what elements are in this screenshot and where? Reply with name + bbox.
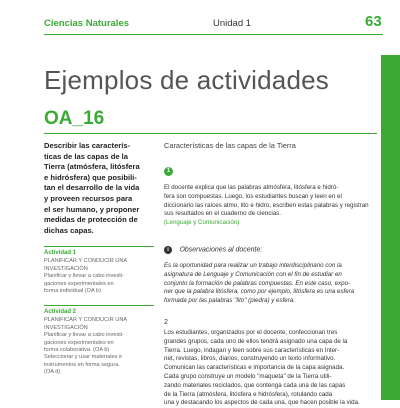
objective-line: Tierra (atmósfera, litósfera — [44, 162, 140, 172]
text-line: Tierra. Luego, indagan y leen sobre sus características en Inter- — [164, 346, 340, 354]
step-1 — [164, 163, 378, 228]
header-divider — [44, 34, 383, 35]
step-1-text — [164, 184, 378, 228]
activity-line: (OA d) — [44, 369, 61, 376]
text-line: una y destacando los aspectos de cada una, que hacen posible la vida. — [164, 399, 360, 407]
subject-label: Ciencias Naturales — [44, 18, 130, 29]
oa-code: OA_16 — [44, 108, 105, 129]
subject-reference: (Lenguaje y Comunicación) — [164, 219, 240, 227]
side-tab-bar — [381, 55, 400, 400]
left-column — [44, 141, 154, 377]
text-line: diccionario las raíces atmo, lito e hidro, escriben estas palabras y registran — [164, 201, 369, 209]
text-line: El docente explica que las palabras atmósfera, litósfera e hidró- — [164, 184, 339, 191]
text-line: net, revistas, libros, diarios, construyendo un texto informativo. — [164, 355, 336, 363]
activity-2 — [44, 305, 154, 376]
activity-title: Actividad 2 — [44, 309, 77, 316]
info-icon: i — [164, 246, 172, 254]
activity-1 — [44, 246, 154, 295]
objective-line: dichas capas. — [44, 225, 94, 235]
right-column — [164, 141, 378, 408]
observation-title: Observaciones al docente: — [179, 246, 263, 254]
text-line: formada por las palabras "lito" (piedra) y esfera. — [164, 297, 295, 305]
page-header — [0, 0, 400, 40]
step-2-text — [164, 329, 378, 408]
activity-line: INVESTIGACIÓN — [44, 324, 88, 331]
page-number: 63 — [365, 13, 382, 30]
objective-line: e hidrósfera) que posibili- — [44, 172, 137, 182]
activity-line: Planificar y llevar a cabo investi- — [44, 273, 124, 280]
activity-line: instrumentos en forma segura. — [44, 361, 120, 368]
text-line: ner que la palabra litósfera, como por ejemplo, litósfera es una esfera — [164, 288, 355, 296]
text-line: conjunto la formación de palabras compuestas. En este caso, expo- — [164, 279, 351, 287]
activity-line: Planificar y llevar a cabo investi- — [44, 332, 124, 339]
oa-divider — [44, 133, 377, 134]
unit-label: Unidad 1 — [213, 18, 252, 29]
text-line: Cada grupo construye un modelo "maqueta" de la Tierra utili- — [164, 372, 332, 380]
objective-line: ticas de las capas de la — [44, 151, 129, 161]
step-number-badge: 1 — [164, 167, 173, 176]
text-line: fera son compuestas. Luego, los estudiantes buscan y leen en el — [164, 192, 342, 200]
objective-line: Describir las caracterís- — [44, 141, 131, 150]
activity-line: INVESTIGACIÓN — [44, 265, 88, 272]
text-line: sus resultados en el cuaderno de ciencias. — [164, 210, 281, 218]
activity-line: Seleccionar y usar materiales e — [44, 354, 123, 361]
text-line: Es la oportunidad para realizar un trabajo interdisciplinario con la — [164, 261, 342, 269]
step-number: 2 — [164, 318, 168, 326]
objective-text — [44, 141, 154, 236]
objective-line: y proveen recursos para — [44, 193, 133, 203]
observation-block — [164, 241, 378, 306]
activity-line: PLANIFICAR Y CONDUCIR UNA — [44, 258, 128, 265]
activity-line: forma colaborativa. (OA b) — [44, 347, 110, 353]
section-title: Características de las capas de la Tierra — [164, 141, 296, 150]
text-line: grandes grupos, cada uno de ellos tendrá asignado una capa de la — [164, 337, 348, 345]
activity-title: Actividad 1 — [44, 250, 77, 257]
activity-line: PLANIFICAR Y CONDUCIR UNA — [44, 317, 128, 324]
activity-line: forma individual (OA b) — [44, 287, 101, 294]
text-line: Los estudiantes, organizados por el docente, confeccionan tres — [164, 328, 338, 336]
text-line: zando materiales reciclados, que contenga cada una de las capas — [164, 381, 346, 389]
page-title: Ejemplos de actividades — [44, 65, 329, 95]
activity-line: gaciones experimentales en — [44, 339, 114, 346]
text-line: Comunican las características e importancia de la capa asignada. — [164, 364, 345, 372]
text-line: de la Tierra (atmósfera, litósfera e hidrósfera), rotulando cada — [164, 390, 333, 398]
objective-line: el ser humano, y proponer — [44, 204, 140, 214]
objective-line: medidas de protección de — [44, 215, 138, 225]
objective-line: tan el desarrollo de la vida — [44, 183, 140, 193]
activity-line: gaciones experimentales en — [44, 280, 114, 287]
step-2 — [164, 319, 378, 408]
observation-text — [164, 262, 378, 306]
text-line: asignatura de Lenguaje y Comunicación con el fin de estudiar en — [164, 270, 342, 278]
